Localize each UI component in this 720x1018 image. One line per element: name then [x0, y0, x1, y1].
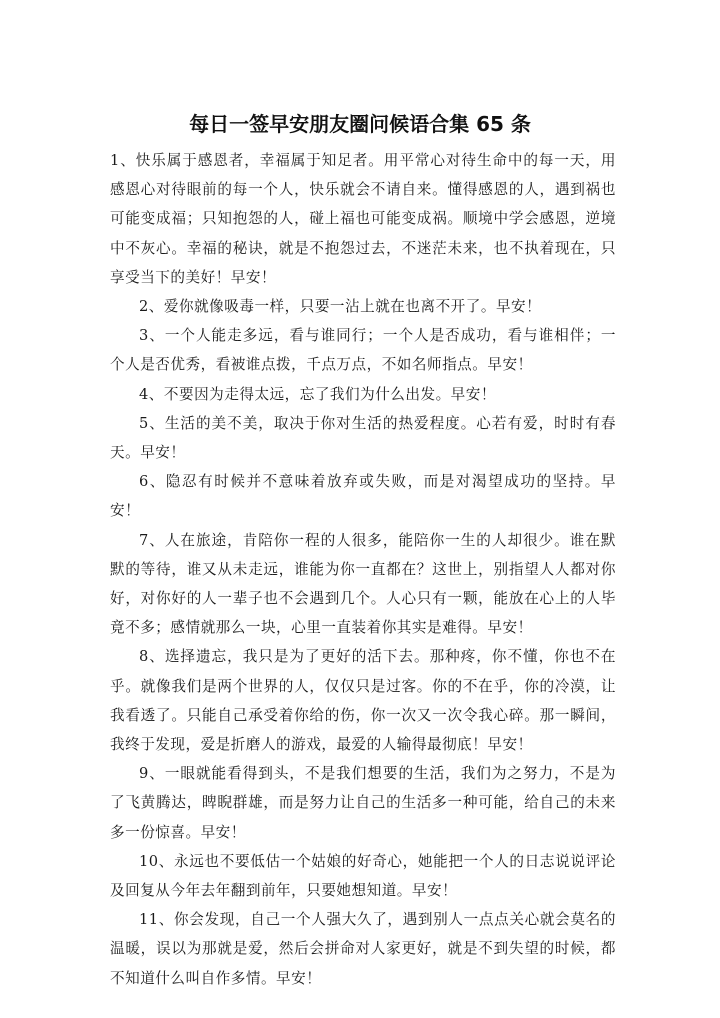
paragraph-9: 9、一眼就能看得到头，不是我们想要的生活，我们为之努力，不是为了飞黄腾达，睥睨群雄，而是努力让自己的生活多一种可能，给自己的未来多一份惊喜。早安！ — [110, 765, 616, 841]
paragraph-11: 11、你会发现，自己一个人强大久了，遇到别人一点点关心就会莫名的温暖，误以为那就是爱，然后会拼命对人家更好，就是不到失望的时候，都不知道什么叫自作多情。早安！ — [110, 911, 616, 987]
page-title: 每日一签早安朋友圈问候语合集 65 条 — [189, 112, 531, 136]
paragraph-4: 4、不要因为走得太远，忘了我们为什么出发。早安！ — [139, 385, 496, 403]
paragraph-8: 8、选择遗忘，我只是为了更好的活下去。那种疼，你不懂，你也不在乎。就像我们是两个世界的人，仅仅只是过客。你的不在乎，你的冷漠，让我看透了。只能自己承受着你给的伤，你一次又一次令我心碎。那一瞬间，我终于发现，爱是折磨人的游戏，最爱的人输得最彻底！早安！ — [110, 648, 616, 754]
paragraph-6: 6、隐忍有时候并不意味着放弃或失败，而是对渴望成功的坚持。早安！ — [110, 473, 616, 520]
paragraph-5: 5、生活的美不美，取决于你对生活的热爱程度。心若有爱，时时有春天。早安！ — [110, 414, 616, 462]
paragraph-7: 7、人在旅途，肯陪你一程的人很多，能陪你一生的人却很少。谁在默默的等待，谁又从未走远，谁能为你一直都在？这世上，别指望人人都对你好，对你好的人一辈子也不会遇到几个。人心只有一颗，能放在心上的人毕竟不多；感情就那么一块，心里一直装着你其实是难得。早安！ — [110, 531, 616, 637]
paragraph-2: 2、爱你就像吸毒一样，只要一沾上就在也离不开了。早安！ — [139, 298, 542, 316]
paragraph-10: 10、永远也不要低估一个姑娘的好奇心，她能把一个人的日志说说评论及回复从今年去年翻到前年，只要她想知道。早安！ — [110, 852, 616, 900]
paragraph-1: 1、快乐属于感恩者，幸福属于知足者。用平常心对待生命中的每一天，用感恩心对待眼前的每一个人，快乐就会不请自来。懂得感恩的人，遇到祸也可能变成福；只知抱怨的人，碰上福也可能变成祸。顺境中学会感恩，逆境中不灰心。幸福的秘诀，就是不抱怨过去，不迷茫未来，也不执着现在，只享受当下的美好！早安！ — [110, 152, 616, 286]
document-body — [110, 146, 616, 993]
paragraph-3: 3、一个人能走多远，看与谁同行；一个人是否成功，看与谁相伴；一个人是否优秀，看被谁点拨，千点万点，不如名师指点。早安！ — [110, 327, 616, 374]
